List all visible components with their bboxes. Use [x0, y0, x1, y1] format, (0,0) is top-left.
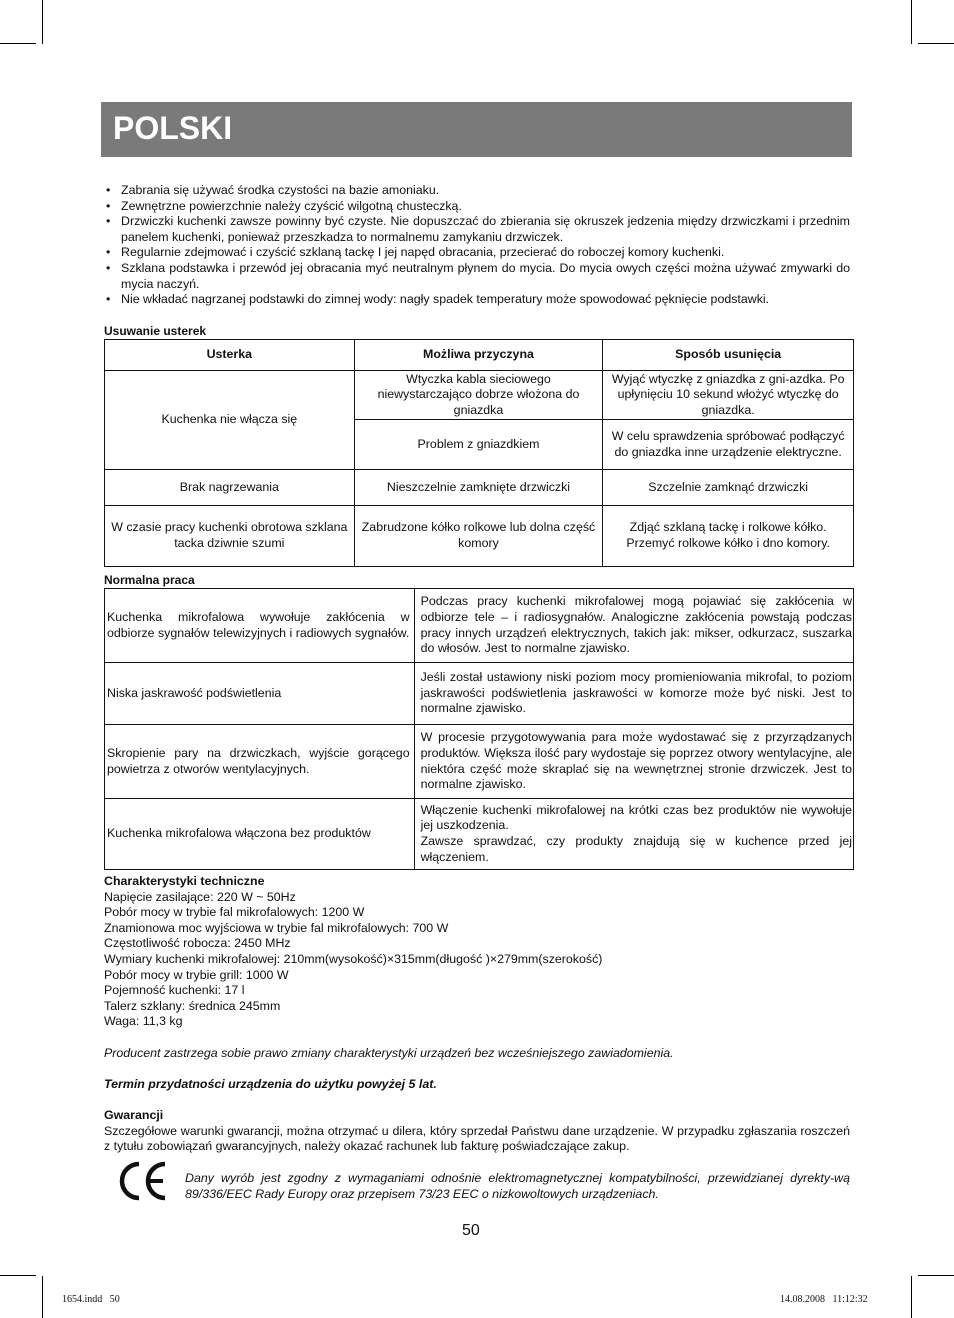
- table-cell: W celu sprawdzenia spróbować podłączyć do gniazdka inne urządzenie elektryczne.: [603, 420, 854, 470]
- table-row: [105, 725, 854, 799]
- spec-line: Napięcie zasilające: 220 W ~ 50Hz: [104, 889, 296, 904]
- warranty-section: [104, 1108, 850, 1155]
- table-cell: Zabrudzone kółko rolkowe lub dolna część komory: [354, 506, 603, 567]
- table-cell: Jeśli został ustawiony niski poziom mocy promieniowania mikrofal, to poziom jaskrawości podświetlenia jaskrawości w komorze może być niski. Jest to normalne zjawisko.: [414, 663, 853, 725]
- table-cell: Podczas pracy kuchenki mikrofalowej mogą pojawiać się zakłócenia w odbiorze tele – i radiosygnałów. Analogiczne zakłócenia powstają podczas pracy innych urządzeń elektrycznych, takich jak: mikser, odkurzacz, suszarka do włosów. Jest to normalne zjawisko.: [414, 589, 853, 663]
- spec-line: Pojemność kuchenki: 17 l: [104, 983, 245, 998]
- ce-mark-icon: [118, 1160, 170, 1202]
- ce-declaration: Dany wyrób jest zgodny z wymaganiami odnośnie elektromagnetycznej kompatybilności, przewidzianej dyrekty-wą 89/336/EEC Rady Europy oraz przepisem 73/23 EEC o nizkowoltowych urządzeniach.: [185, 1171, 850, 1201]
- list-item: • Szklana podstawka i przewód jej obracania myć neutralnym płynem do mycia. Do mycia owych części można używać zmywarki do mycia naczyń.: [104, 261, 850, 292]
- crop-mark: [918, 1275, 954, 1276]
- specs-heading: Charakterystyki techniczne: [104, 874, 265, 888]
- care-instructions-list: [104, 183, 850, 308]
- crop-mark: [42, 1276, 43, 1318]
- list-item: • Drzwiczki kuchenki zawsze powinny być czyste. Nie dopuszczać do zbierania się okruszek jedzenia między drzwiczkami i przednim panelem kuchenki, ponieważ przeszkadza to normalnemu zamykaniu drzwiczek.: [104, 214, 850, 245]
- footer-file-info: 1654.indd 50: [62, 1294, 120, 1305]
- table-row: [105, 506, 854, 567]
- column-header: Sposób usunięcia: [603, 340, 854, 371]
- normal-operation-heading: Normalna praca: [104, 573, 195, 587]
- table-row: [105, 799, 854, 870]
- list-item: • Zabrania się używać środka czystości na bazie amoniaku.: [104, 183, 850, 199]
- table-row: [105, 589, 854, 663]
- table-cell: Wtyczka kabla sieciowego niewystarczająco dobrze włożona do gniazdka: [354, 371, 603, 420]
- troubleshooting-table: [104, 339, 854, 567]
- column-header: Możliwa przyczyna: [354, 340, 603, 371]
- manufacturer-notice: Producent zastrzega sobie prawo zmiany charakterystyki urządzeń bez wcześniejszego zawiadomienia.: [104, 1046, 674, 1060]
- table-cell: Brak nagrzewania: [105, 470, 355, 506]
- spec-line: Waga: 11,3 kg: [104, 1014, 183, 1029]
- crop-mark: [42, 0, 43, 44]
- table-cell: Skropienie pary na drzwiczkach, wyjście gorącego powietrza z otworów wentylacyjnych.: [105, 725, 415, 799]
- table-cell: Kuchenka mikrofalowa włączona bez produktów: [105, 799, 415, 870]
- list-item: • Nie wkładać nagrzanej podstawki do zimnej wody: nagły spadek temperatury może spowodować pęknięcie podstawki.: [104, 292, 850, 308]
- page-number: 50: [462, 1222, 480, 1239]
- spec-line: Wymiary kuchenki mikrofalowej: 210mm(wysokość)×315mm(długość )×279mm(szerokość): [104, 951, 603, 966]
- column-header: Usterka: [105, 340, 355, 371]
- technical-specs: [104, 874, 850, 1030]
- list-item: • Zewnętrzne powierzchnie należy czyścić wilgotną chusteczką.: [104, 199, 850, 215]
- table-cell: Kuchenka mikrofalowa wywołuje zakłócenia w odbiorze sygnałów telewizyjnych i radiowych sygnałów.: [105, 589, 415, 663]
- table-row: [105, 663, 854, 725]
- table-row: [105, 371, 854, 420]
- table-row: [105, 470, 854, 506]
- warranty-text: Szczegółowe warunki gwarancji, można otrzymać u dilera, który sprzedał Państwu dane urządzenie. W przypadku zgłaszania roszczeń z tytułu zobowiązań gwarancyjnych, należy okazać rachunek lub fakturę poświadczające zakup.: [104, 1123, 850, 1154]
- table-cell: Kuchenka nie włącza się: [105, 371, 355, 470]
- crop-mark: [911, 0, 912, 44]
- table-cell: Włączenie kuchenki mikrofalowej na krótki czas bez produktów nie wywołuje jej uszkodzenia. Zawsze sprawdzać, czy produkty znajdują się w kuchence przed jej włączeniem.: [414, 799, 853, 870]
- table-cell: Niska jaskrawość podświetlenia: [105, 663, 415, 725]
- crop-mark: [0, 1275, 36, 1276]
- crop-mark: [0, 43, 36, 44]
- spec-line: Pobór mocy w trybie fal mikrofalowych: 1200 W: [104, 905, 365, 920]
- spec-line: Częstotliwość robocza: 2450 MHz: [104, 936, 291, 951]
- table-cell: Wyjąć wtyczkę z gniazdka z gni-azdka. Po upłynięciu 10 sekund włożyć wtyczkę do gniazdka.: [603, 371, 854, 420]
- table-header-row: [105, 340, 854, 371]
- language-header: [101, 102, 852, 157]
- normal-operation-table: [104, 588, 854, 870]
- table-cell: Nieszczelnie zamknięte drzwiczki: [354, 470, 603, 506]
- spec-line: Pobór mocy w trybie grill: 1000 W: [104, 967, 289, 982]
- table-cell: W czasie pracy kuchenki obrotowa szklana tacka dziwnie szumi: [105, 506, 355, 567]
- footer-timestamp: 14.08.2008 11:12:32: [780, 1294, 868, 1305]
- crop-mark: [911, 1276, 912, 1318]
- troubleshooting-heading: Usuwanie usterek: [104, 324, 207, 338]
- spec-line: Znamionowa moc wyjściowa w trybie fal mikrofalowych: 700 W: [104, 920, 449, 935]
- warranty-heading: Gwarancji: [104, 1108, 164, 1122]
- list-item: • Regularnie zdejmować i czyścić szklaną tackę I jej napęd obracania, przecierać do roboczej komory kuchenki.: [104, 245, 850, 261]
- page-title: POLSKI: [113, 110, 233, 146]
- lifetime-notice: Termin przydatności urządzenia do użytku powyżej 5 lat.: [104, 1077, 437, 1091]
- spec-line: Talerz szklany: średnica 245mm: [104, 998, 281, 1013]
- crop-mark: [918, 43, 954, 44]
- table-cell: Problem z gniazdkiem: [354, 420, 603, 470]
- table-cell: Zdjąć szklaną tackę i rolkowe kółko. Przemyć rolkowe kółko i dno komory.: [603, 506, 854, 567]
- table-cell: Szczelnie zamknąć drzwiczki: [603, 470, 854, 506]
- table-cell: W procesie przygotowywania para może wydostawać się z przyrządzanych produktów. Większa ilość pary wydostaje się poprzez otwory wentylacyjne, ale niektóra część może skraplać się na wewnętrznej stronie drzwiczek. Jest to normalne zjawisko.: [414, 725, 853, 799]
